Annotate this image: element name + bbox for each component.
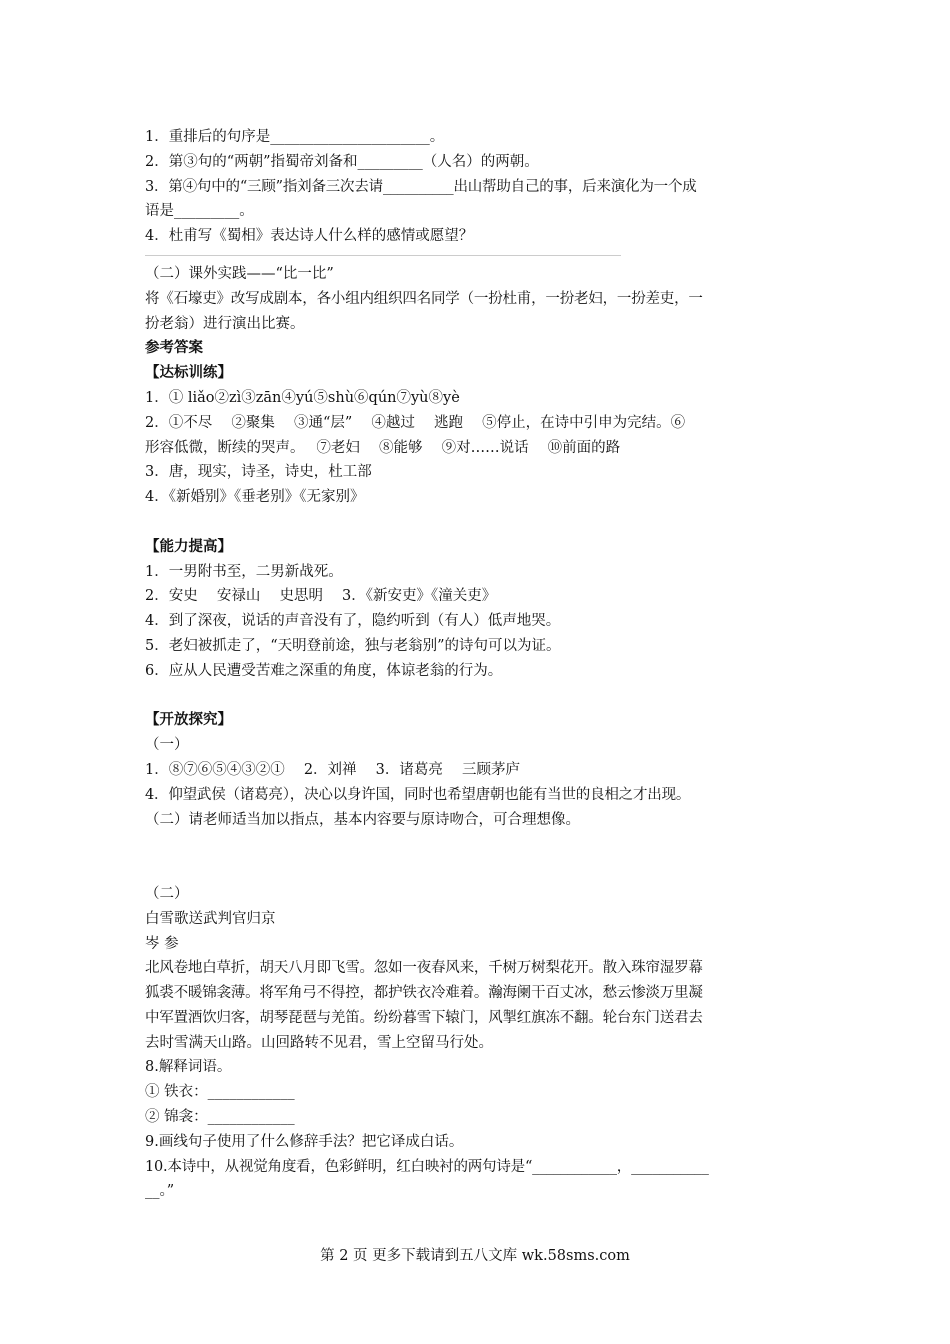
poem-line: 去时雪满天山路。山回路转不见君，雪上空留马行处。 [145,1034,493,1051]
question-3-cont: 语是_________。 [145,203,254,220]
nengli-line: 2．安史 安禄山 史思明 3．《新安吏》《潼关吏》 [145,588,497,605]
question-4: 4．杜甫写《蜀相》表达诗人什么样的感情或愿望？ [145,228,474,245]
poem-line: 狐裘不暖锦衾薄。将军角弓不得控，都护铁衣冷难着。瀚海阑干百丈冰，愁云惨淡万里凝 [145,985,703,1002]
page-footer: 第 2 页 更多下载请到五八文库 wk.58sms.com [320,1248,630,1264]
practice-text-1: 将《石壕吏》改写成剧本，各小组内组织四名同学（一扮杜甫，一扮老妇，一扮差吏，一 [145,290,703,307]
dabiao-line: 2．①不尽 ②聚集 ③通“层” ④越过 逃跑 ⑤停止，在诗中引申为完结。⑥ [145,414,686,431]
dabiao-line: 3．唐，现实，诗圣，诗史，杜工部 [145,464,372,481]
nengli-line: 6．应从人民遭受苦难之深重的角度，体谅老翁的行为。 [145,662,503,679]
kaifang-line: 4．仰望武侯（诸葛亮），决心以身许国，同时也希望唐朝也能有当世的良相之才出现。 [145,786,691,803]
question-2: 2．第③句的“两朝”指蜀帝刘备和_________（人名）的两朝。 [145,153,539,170]
practice-title: （二）课外实践——“比一比” [145,265,334,282]
poem-question: __。” [145,1183,175,1200]
poem-question: ② 锦衾：____________ [145,1109,295,1126]
kaifang-line: 1．⑧⑦⑥⑤④③②① 2．刘禅 3．诸葛亮 三顾茅庐 [145,761,521,778]
dabiao-line: 形容低微，断续的哭声。 ⑦老妇 ⑧能够 ⑨对……说话 ⑩前面的路 [145,439,621,456]
section-heading-kaifang: 【开放探究】 [145,711,232,729]
poem-line: 中军置酒饮归客，胡琴琵琶与羌笛。纷纷暮雪下辕门，风掣红旗冻不翻。轮台东门送君去 [145,1009,703,1026]
answers-heading: 参考答案 [145,339,203,357]
kaifang-line: （一） [145,737,189,754]
poem-question: 10.本诗中，从视觉角度看，色彩鲜明，红白映衬的两句诗是“____________，___________ [145,1158,709,1175]
document-body [145,125,810,1204]
poem-author: 岑 参 [145,935,179,952]
dabiao-line: 1．① liǎo②zì③zān④yú⑤shù⑥qún⑦yù⑧yè [145,389,460,406]
kaifang-line: （二）请老师适当加以指点，基本内容要与原诗吻合，可合理想像。 [145,811,580,828]
poem-line: 北风卷地白草折，胡天八月即飞雪。忽如一夜春风来，千树万树梨花开。散入珠帘湿罗幕 [145,960,703,977]
spacer [145,684,810,709]
answer-line-divider [145,255,621,256]
poem-question: 8.解释词语。 [145,1059,232,1076]
spacer [145,510,810,535]
dabiao-line: 4．《新婚别》《垂老别》《无家别》 [145,489,365,506]
spacer [145,832,810,882]
poem-question: 9.画线句子使用了什么修辞手法？把它译成白话。 [145,1133,464,1150]
nengli-line: 1．一男附书至，二男新战死。 [145,563,343,580]
nengli-line: 5．老妇被抓走了，“天明登前途，独与老翁别”的诗句可以为证。 [145,637,561,654]
poem-label: （二） [145,885,189,902]
question-1: 1．重排后的句序是______________________。 [145,129,445,145]
section-heading-dabiao: 【达标训练】 [145,364,232,382]
poem-title: 白雪歌送武判官归京 [145,910,276,927]
question-3: 3．第④句中的“三顾”指刘备三次去请__________出山帮助自己的事，后来演化为一个成 [145,178,697,195]
section-heading-nengli: 【能力提高】 [145,537,232,555]
practice-text-2: 扮老翁）进行演出比赛。 [145,315,305,332]
nengli-line: 4．到了深夜，说话的声音没有了，隐约听到（有人）低声地哭。 [145,613,561,630]
poem-question: ① 铁衣：____________ [145,1084,295,1101]
